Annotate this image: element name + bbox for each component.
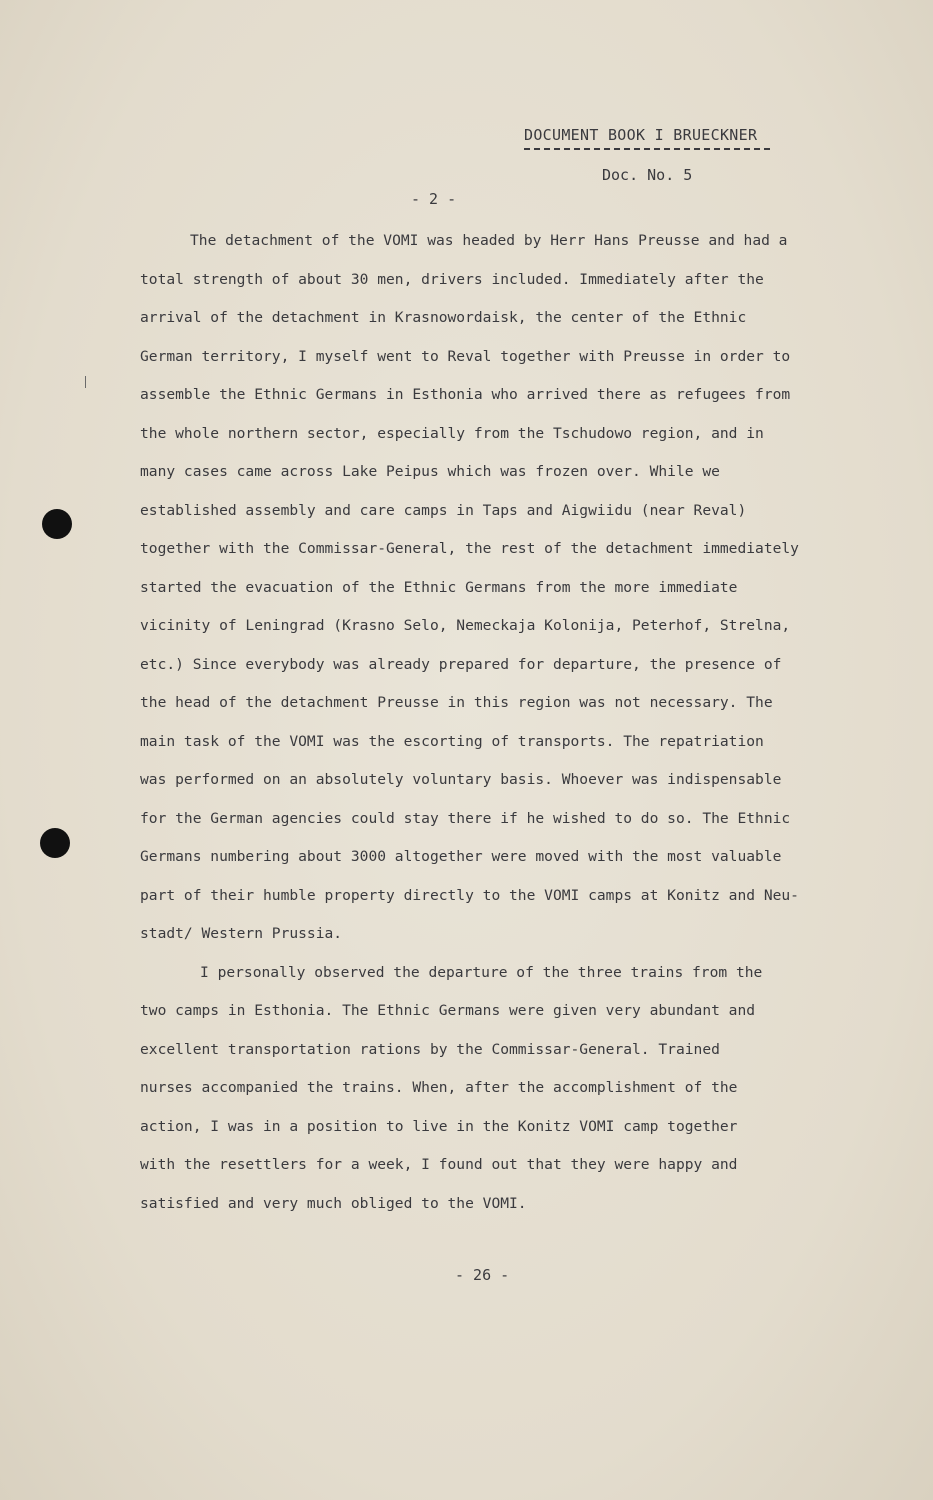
text-line: with the resettlers for a week, I found out that they were happy and bbox=[140, 1156, 738, 1173]
text-line: German territory, I myself went to Reval together with Preusse in order to bbox=[140, 347, 791, 365]
text-line: together with the Commissar-General, the rest of the detachment immediately bbox=[140, 540, 799, 557]
document-book-title: DOCUMENT BOOK I BRUECKNER bbox=[524, 126, 758, 144]
paragraph-1 bbox=[140, 222, 900, 954]
text-line: action, I was in a position to live in the Konitz VOMI camp together bbox=[140, 1117, 738, 1135]
punch-hole bbox=[42, 509, 72, 539]
text-line: total strength of about 30 men, drivers included. Immediately after the bbox=[140, 270, 764, 288]
text-line: started the evacuation of the Ethnic Germans from the more immediate bbox=[140, 578, 738, 596]
text-line: satisfied and very much obliged to the VOMI. bbox=[140, 1194, 527, 1212]
text-line: assemble the Ethnic Germans in Esthonia who arrived there as refugees from bbox=[140, 386, 791, 403]
text-line: many cases came across Lake Peipus which was frozen over. While we bbox=[140, 463, 720, 480]
document-body bbox=[140, 222, 900, 1223]
text-line: nurses accompanied the trains. When, after the accomplishment of the bbox=[140, 1079, 738, 1096]
text-line: excellent transportation rations by the Commissar-General. Trained bbox=[140, 1040, 720, 1058]
text-line: I personally observed the departure of the three trains from the bbox=[200, 963, 763, 981]
text-line: the whole northern sector, especially from the Tschudowo region, and in bbox=[140, 424, 764, 442]
text-line: arrival of the detachment in Krasnowordaisk, the center of the Ethnic bbox=[140, 309, 747, 326]
punch-hole bbox=[40, 828, 70, 858]
text-line: stadt/ Western Prussia. bbox=[140, 925, 343, 942]
header-underline bbox=[524, 148, 770, 150]
text-line: main task of the VOMI was the escorting of transports. The repatriation bbox=[140, 732, 764, 750]
text-line: etc.) Since everybody was already prepared for departure, the presence of bbox=[140, 655, 782, 673]
paragraph-2 bbox=[140, 954, 900, 1224]
document-number: Doc. No. 5 bbox=[602, 166, 693, 184]
text-line: for the German agencies could stay there if he wished to do so. The Ethnic bbox=[140, 809, 791, 827]
text-line: the head of the detachment Preusse in this region was not necessary. The bbox=[140, 694, 773, 711]
text-line: was performed on an absolutely voluntary basis. Whoever was indispensable bbox=[140, 771, 782, 788]
text-line: Germans numbering about 3000 altogether were moved with the most valuable bbox=[140, 848, 782, 865]
text-line: established assembly and care camps in Taps and Aigwiidu (near Reval) bbox=[140, 501, 747, 519]
margin-mark bbox=[85, 376, 86, 388]
text-line: The detachment of the VOMI was headed by Herr Hans Preusse and had a bbox=[190, 232, 788, 249]
text-line: two camps in Esthonia. The Ethnic Germans were given very abundant and bbox=[140, 1002, 756, 1019]
page-number: - 2 - bbox=[411, 190, 457, 208]
text-line: vicinity of Leningrad (Krasno Selo, Nemeckaja Kolonija, Peterhof, Strelna, bbox=[140, 617, 791, 634]
footer-page-number: - 26 - bbox=[455, 1266, 510, 1284]
text-line: part of their humble property directly to the VOMI camps at Konitz and Neu- bbox=[140, 886, 799, 904]
